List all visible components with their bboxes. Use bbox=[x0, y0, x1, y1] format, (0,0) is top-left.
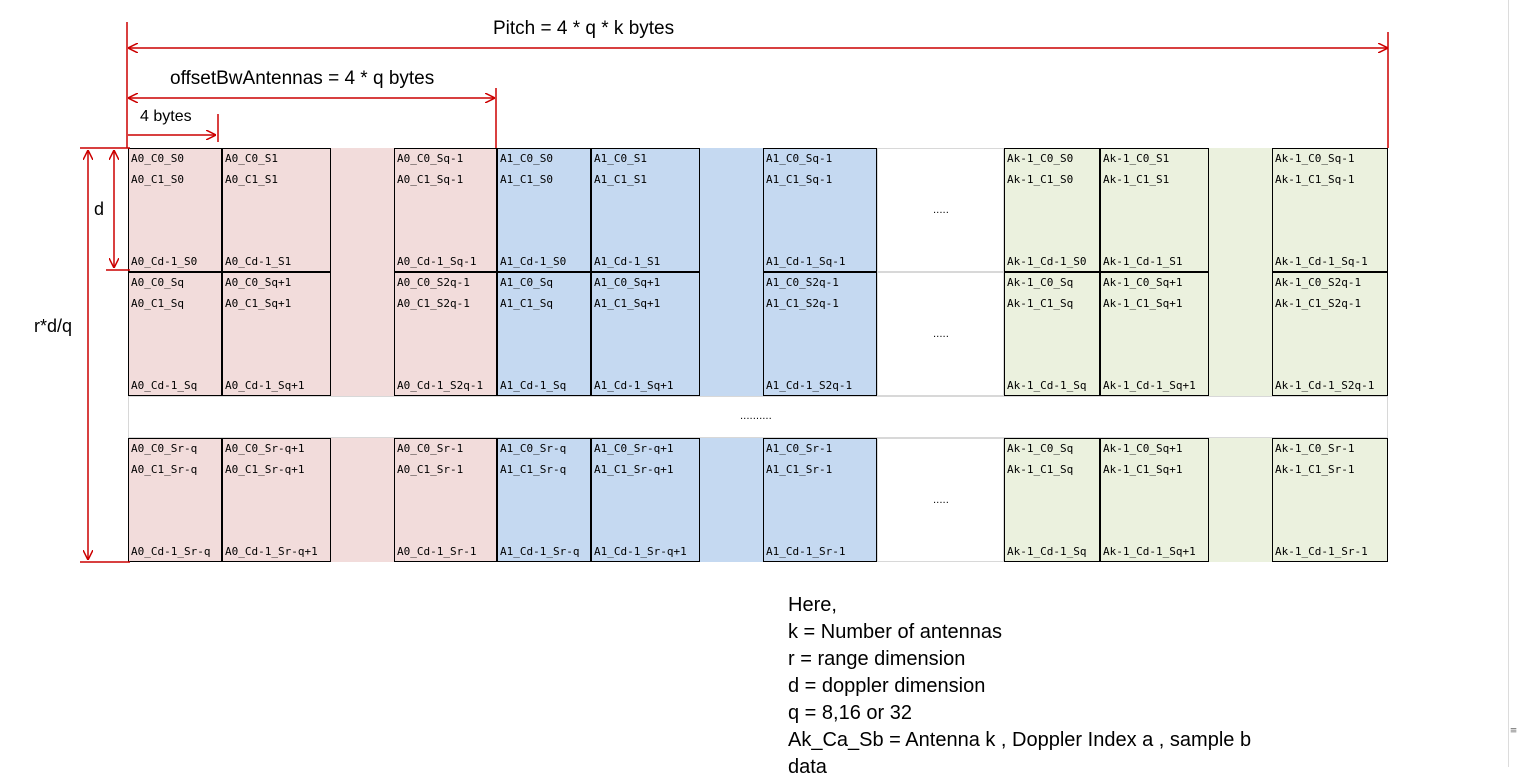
legend-line: r = range dimension bbox=[788, 648, 966, 670]
cell-line-2: A1_C1_Sq bbox=[500, 297, 553, 310]
cell-line-2: Ak-1_C1_Sq bbox=[1007, 463, 1074, 476]
cell-line-1: A0_C0_S2q-1 bbox=[397, 276, 470, 289]
cell-line-2: Ak-1_C1_S2q-1 bbox=[1275, 297, 1362, 310]
cell-line-last: A1_Cd-1_S1 bbox=[594, 255, 661, 268]
cell-line-1: Ak-1_C0_Sq+1 bbox=[1103, 442, 1183, 455]
rows-label: r*d/q bbox=[34, 316, 73, 336]
d-label: d bbox=[94, 199, 105, 219]
cell-line-2: Ak-1_C1_S0 bbox=[1007, 173, 1074, 186]
cell-line-1: A1_C0_Sq bbox=[500, 276, 553, 289]
cell-line-last: A0_Cd-1_S0 bbox=[131, 255, 198, 268]
cell-line-1: Ak-1_C0_S1 bbox=[1103, 152, 1170, 165]
cell-line-1: A0_C0_S0 bbox=[131, 152, 184, 165]
cell-line-last: A0_Cd-1_Sr-1 bbox=[397, 545, 477, 558]
cell-line-last: Ak-1_Cd-1_Sq-1 bbox=[1275, 255, 1368, 268]
cell-line-last: A1_Cd-1_S2q-1 bbox=[766, 379, 853, 392]
cell-line-1: A1_C0_Sr-q+1 bbox=[594, 442, 674, 455]
legend-line: q = 8,16 or 32 bbox=[788, 702, 912, 724]
cell-line-last: A1_Cd-1_S0 bbox=[500, 255, 567, 268]
cell-line-2: Ak-1_C1_Sq+1 bbox=[1103, 463, 1183, 476]
cell-line-last: Ak-1_Cd-1_Sq bbox=[1007, 379, 1087, 392]
cell-line-last: A1_Cd-1_Sq bbox=[500, 379, 567, 392]
cell-line-1: A0_C0_Sr-1 bbox=[397, 442, 464, 455]
cell-line-1: Ak-1_C0_Sq+1 bbox=[1103, 276, 1183, 289]
cell-line-last: A0_Cd-1_Sr-q bbox=[131, 545, 211, 558]
cell-line-2: A1_C1_Sr-q+1 bbox=[594, 463, 674, 476]
cell-line-2: A0_C1_Sq bbox=[131, 297, 184, 310]
cell-line-1: A0_C0_Sq+1 bbox=[225, 276, 292, 289]
row-ellipsis: ..... bbox=[933, 329, 949, 340]
cell-line-1: Ak-1_C0_Sq bbox=[1007, 442, 1074, 455]
cell-line-1: A0_C0_Sq bbox=[131, 276, 184, 289]
cell-line-last: A0_Cd-1_Sq bbox=[131, 379, 198, 392]
grip-icon[interactable]: ≡ bbox=[1509, 726, 1518, 736]
cell-line-last: A0_Cd-1_S2q-1 bbox=[397, 379, 484, 392]
cell-line-1: A0_C0_Sr-q bbox=[131, 442, 198, 455]
cell-line-2: A0_C1_Sr-1 bbox=[397, 463, 464, 476]
cell-line-last: Ak-1_Cd-1_S2q-1 bbox=[1275, 379, 1375, 392]
cell-line-1: A0_C0_Sq-1 bbox=[397, 152, 464, 165]
cell-line-2: Ak-1_C1_S1 bbox=[1103, 173, 1170, 186]
cell-line-2: A1_C1_S0 bbox=[500, 173, 553, 186]
cell-line-2: A1_C1_S2q-1 bbox=[766, 297, 839, 310]
cell-line-2: Ak-1_C1_Sr-1 bbox=[1275, 463, 1355, 476]
cell-line-2: A0_C1_Sq+1 bbox=[225, 297, 292, 310]
cell-line-last: A1_Cd-1_Sr-q+1 bbox=[594, 545, 687, 558]
cell-line-1: A1_C0_Sq-1 bbox=[766, 152, 833, 165]
cell-line-2: A1_C1_Sq-1 bbox=[766, 173, 833, 186]
cell-line-1: A1_C0_Sr-1 bbox=[766, 442, 833, 455]
cell-line-last: Ak-1_Cd-1_Sq bbox=[1007, 545, 1087, 558]
cell-line-last: A1_Cd-1_Sq-1 bbox=[766, 255, 846, 268]
cell-line-2: A1_C1_Sr-q bbox=[500, 463, 567, 476]
cell-line-last: A0_Cd-1_S1 bbox=[225, 255, 292, 268]
cell-line-2: A0_C1_Sr-q+1 bbox=[225, 463, 305, 476]
cell-line-last: Ak-1_Cd-1_Sr-1 bbox=[1275, 545, 1368, 558]
cell-line-1: Ak-1_C0_S0 bbox=[1007, 152, 1074, 165]
cell-line-2: A0_C1_Sr-q bbox=[131, 463, 198, 476]
cell-line-2: Ak-1_C1_Sq+1 bbox=[1103, 297, 1183, 310]
cell-line-2: A1_C1_S1 bbox=[594, 173, 647, 186]
cell-line-1: A1_C0_S2q-1 bbox=[766, 276, 839, 289]
cell-line-last: A1_Cd-1_Sr-q bbox=[500, 545, 580, 558]
cell-line-last: Ak-1_Cd-1_Sq+1 bbox=[1103, 379, 1196, 392]
cell-line-last: A0_Cd-1_Sq-1 bbox=[397, 255, 477, 268]
cell-line-last: Ak-1_Cd-1_S0 bbox=[1007, 255, 1087, 268]
cell-line-last: A0_Cd-1_Sr-q+1 bbox=[225, 545, 318, 558]
cell-line-last: A1_Cd-1_Sr-1 bbox=[766, 545, 846, 558]
legend-line: Here, bbox=[788, 594, 837, 616]
cell-line-last: A0_Cd-1_Sq+1 bbox=[225, 379, 305, 392]
offset-label: offsetBwAntennas = 4 * q bytes bbox=[170, 68, 435, 89]
cell-line-2: Ak-1_C1_Sq bbox=[1007, 297, 1074, 310]
vertical-scrollbar[interactable] bbox=[1508, 0, 1518, 767]
row-ellipsis: ..... bbox=[933, 495, 949, 506]
cell-line-1: A0_C0_S1 bbox=[225, 152, 278, 165]
legend-line: d = doppler dimension bbox=[788, 675, 986, 697]
cell-line-1: Ak-1_C0_S2q-1 bbox=[1275, 276, 1362, 289]
cell-line-1: Ak-1_C0_Sr-1 bbox=[1275, 442, 1355, 455]
cell-line-1: A1_C0_S0 bbox=[500, 152, 553, 165]
cell-line-1: A1_C0_Sq+1 bbox=[594, 276, 661, 289]
cell-line-2: Ak-1_C1_Sq-1 bbox=[1275, 173, 1355, 186]
cell-line-1: A1_C0_S1 bbox=[594, 152, 647, 165]
cell-line-2: A0_C1_S0 bbox=[131, 173, 184, 186]
legend-line: data bbox=[788, 756, 827, 778]
pitch-label: Pitch = 4 * q * k bytes bbox=[493, 18, 675, 39]
cell-line-last: Ak-1_Cd-1_Sq+1 bbox=[1103, 545, 1196, 558]
legend bbox=[788, 592, 1251, 781]
row-ellipsis: ..... bbox=[933, 205, 949, 216]
cell-line-2: A0_C1_S1 bbox=[225, 173, 278, 186]
cell-line-2: A0_C1_S2q-1 bbox=[397, 297, 470, 310]
cell-line-last: Ak-1_Cd-1_S1 bbox=[1103, 255, 1183, 268]
cell-line-2: A1_C1_Sq+1 bbox=[594, 297, 661, 310]
bytes-label: 4 bytes bbox=[140, 108, 192, 125]
cell-line-last: A1_Cd-1_Sq+1 bbox=[594, 379, 674, 392]
cell-line-1: Ak-1_C0_Sq bbox=[1007, 276, 1074, 289]
cell-line-1: A0_C0_Sr-q+1 bbox=[225, 442, 305, 455]
cell-line-1: A1_C0_Sr-q bbox=[500, 442, 567, 455]
legend-line: k = Number of antennas bbox=[788, 621, 1003, 643]
middle-ellipsis: .......... bbox=[740, 411, 772, 422]
cell-line-2: A0_C1_Sq-1 bbox=[397, 173, 464, 186]
legend-line: Ak_Ca_Sb = Antenna k , Doppler Index a , sample b bbox=[788, 729, 1252, 751]
cell-line-1: Ak-1_C0_Sq-1 bbox=[1275, 152, 1355, 165]
cell-line-2: A1_C1_Sr-1 bbox=[766, 463, 833, 476]
